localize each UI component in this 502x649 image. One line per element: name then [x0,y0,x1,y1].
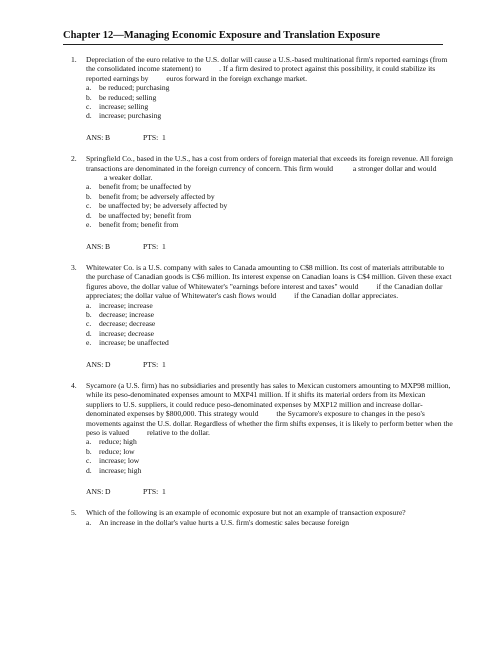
answer-value: B [105,241,111,251]
option-d: d. increase; purchasing [86,111,162,121]
question-5 [63,508,453,527]
option-a: a. An increase in the dollar's value hurts a U.S. firm's domestic sales because foreign [86,517,350,527]
option-a: a. increase; increase [86,300,153,310]
answer-line: ANS: D PTS: 1 [86,359,166,369]
question-stem: Depreciation of the euro relative to the U.S. dollar will cause a U.S.-based multinational firm's reported earnings (from the consolidated income statement) to . If a firm desired to protect against this possibility, it could stabilize its reported earnings by euros forward in the foreign exchange market. [86,55,448,83]
points-value: 1 [162,132,166,142]
question-number: 5. [71,508,77,518]
option-a: a. be reduced; purchasing [86,83,170,93]
question-stem: Springfield Co., based in the U.S., has a cost from orders of foreign material that exceeds its foreign revenue. All foreign transactions are denominated in the foreign currency of concern. This firm would a stronger dollar and woulda weaker dollar. [86,154,453,183]
option-d: d. increase; decrease [86,328,155,338]
question-1 [63,55,453,142]
answer-options [86,301,453,348]
option-c: c. increase; selling [86,102,149,112]
option-e: e. benefit from; benefit from [86,220,179,230]
option-d: d. be unaffected by; benefit from [86,210,192,220]
chapter-title: Chapter 12—Managing Economic Exposure and Translation Exposure [63,30,380,41]
answer-value: D [105,487,111,497]
answer-value: B [105,132,111,142]
points-value: 1 [162,359,166,369]
answer-line: ANS: B PTS: 1 [86,241,166,251]
question-2 [63,154,453,251]
question-number: 3. [71,262,77,272]
points-value: 1 [162,241,166,251]
question-stem: Sycamore (a U.S. firm) has no subsidiaries and presently has sales to Mexican customers amounting to MXP98 million, while its peso-denominated expenses amount to MXP41 million. If it shifts its material orders from its Mexican suppliers to U.S. suppliers, it could reduce peso-denominated expenses by MXP12 million and increase dollar-denominated expenses by $800,000. This strategy would the Sycamore's exposure to changes in the peso's movements against the U.S. dollar. Regardless of whether the firm shifts expenses, it is likely to perform better when the peso is valued relative to the dollar. [86,380,453,437]
option-d: d. increase; high [86,465,142,475]
points-value: 1 [162,487,166,497]
question-number: 4. [71,380,77,390]
option-c: c. increase; low [86,456,140,466]
question-stem: Which of the following is an example of economic exposure but not an example of transaction exposure? [86,508,406,518]
answer-options [86,83,453,121]
option-b: b. be reduced; selling [86,92,157,102]
question-stem: Whitewater Co. is a U.S. company with sales to Canada amounting to C$8 million. Its cost of materials attributable to the purchase of Canadian goods is C$6 million. Its interest expense on Canadian loans is C$4 million. Given these exact figures above, the dollar value of Whitewater's "earnings before interest and taxes" would if the Canadian dollar appreciates; the dollar value of Whitewater's cash flows would if the Canadian dollar appreciates. [86,262,452,301]
answer-options [86,437,453,475]
answer-line: ANS: B PTS: 1 [86,132,166,142]
header-rule [63,44,443,45]
option-b: b. decrease; increase [86,309,155,319]
option-c: c. be unaffected by; be adversely affected by [86,201,228,211]
option-b: b. benefit from; be adversely affected by [86,191,215,201]
question-number: 1. [71,55,77,64]
option-a: a. reduce; high [86,437,137,447]
option-e: e. increase; be unaffected [86,338,169,348]
answer-options [86,182,453,229]
question-number: 2. [71,154,77,164]
question-list [63,55,453,539]
answer-value: D [105,359,111,369]
question-3 [63,263,453,369]
question-4 [63,381,453,496]
answer-options [86,518,453,527]
answer-line: ANS: D PTS: 1 [86,487,166,497]
option-a: a. benefit from; be unaffected by [86,182,192,192]
option-c: c. decrease; decrease [86,319,156,329]
option-b: b. reduce; low [86,446,135,456]
